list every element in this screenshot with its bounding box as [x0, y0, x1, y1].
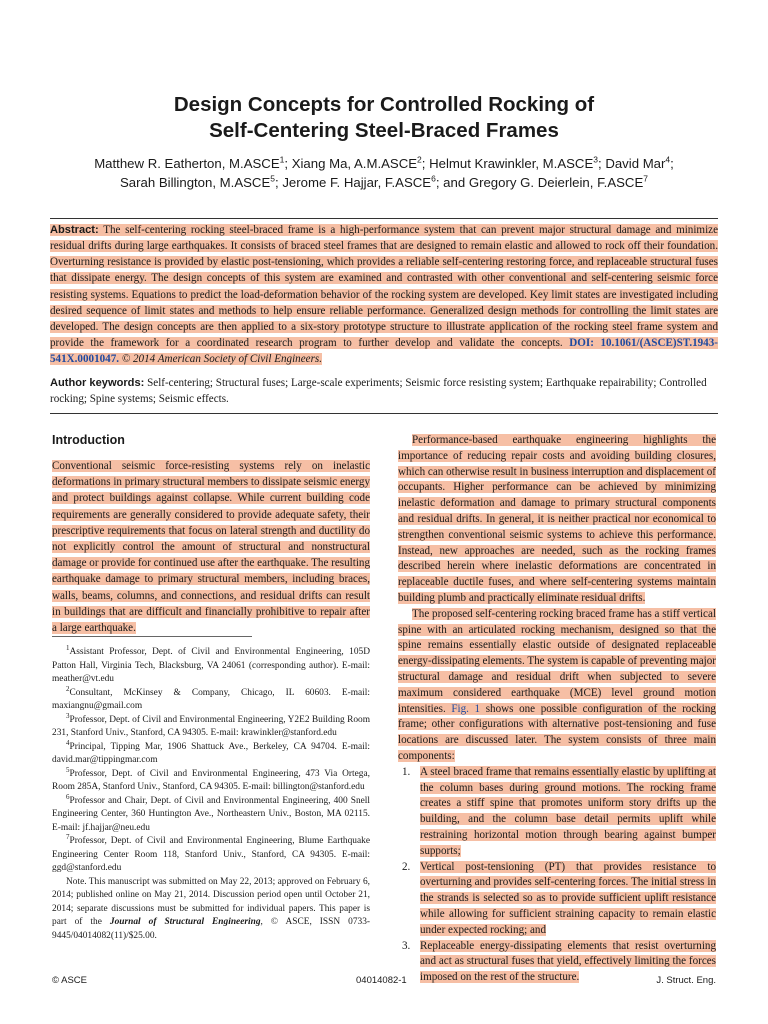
list-item: 1. A steel braced frame that remains essentially elastic by uplifting at the column bases during ground motions. The rocking frame creates a stiff spine that promotes uniform story drifts up the building, and the column base detail permits uplift while restraining horizontal motion through bearing against bumper supports; [402, 765, 716, 857]
doi-link[interactable]: 10.1061/(ASCE)ST.1943-541X.0001047. [50, 337, 718, 366]
author-keywords [50, 375, 718, 407]
footnote: $^6$Professor and Chair, Dept. of Civil and Environmental Engineering, 400 Snell Engineering Center, 360 Huntington Ave., Northeastern Univ., Boston, MA 02115. E-mail: jf.hajjar@neu.edu [52, 792, 370, 833]
list-item: 2. Vertical post-tensioning (PT) that provides resistance to overturning and provides self-centering forces. The initial stress in the strands is selected so as to provide sufficient uplift resistance while allowing for sufficient straining capacity to remain elastic under expected rocking; and [402, 860, 716, 936]
body-paragraph: Performance-based earthquake engineering highlights the importance of reducing repair costs and avoiding building closures, which can otherwise result in business interruption and displacement of occupants. Higher performance can be achieved by minimizing inelastic deformation and damage to primary structural components and residual drifts. In general, it is neither practical nor economical to strengthen conventional seismic systems to achieve this performance. Instead, new approaches are needed, such as the rocking frames described herein where inelastic deformations are concentrated in replaceable ductile fuses, and where self-centering systems maintain building plumb and practically eliminate residual drifts. [398, 434, 716, 604]
footnote: $^7$Professor, Dept. of Civil and Environmental Engineering, Blume Earthquake Engineering Center Room 118, Stanford Univ., Stanford, CA 94305. E-mail: ggd@stanford.edu [52, 832, 370, 873]
manuscript-note: Note. This manuscript was submitted on May 22, 2013; approved on February 6, 2014; published online on May 21, 2014. Discussion period open until October 21, 2014; separate discussions must be submitted for individual papers. This paper is part of the Journal of Structural Engineering, © ASCE, ISSN 0733-9445/04014082(11)/$25.00. [52, 876, 371, 941]
author: Sarah Billington, M.ASCE$^5$; [119, 173, 283, 190]
section-heading-introduction: Introduction [52, 433, 125, 447]
author: Gregory G. Deierlein, F.ASCE$^7$ [468, 173, 648, 190]
author-list [50, 155, 718, 192]
body-paragraph: The proposed self-centering rocking braced frame has a stiff vertical spine with an articulated rocking mechanism, designed so that the spine remains essentially elastic outside of designated replaceable energy-dissipating elements. The system is capable of preventing major structural damage and residual drift when subjected to severe maximum considered earthquake (MCE) level ground motion intensities. Fig. 1 shows one possible configuration of the rocking frame; other configurations with alternative post-tensioning and fuse locations are discussed later. The system consists of three main components: [398, 607, 716, 762]
doi-label: DOI: [569, 337, 594, 350]
footnote: $^3$Professor, Dept. of Civil and Environmental Engineering, Y2E2 Building Room 231, Stanford Univ., Stanford, CA 94305. E-mail: krawinkler@stanford.edu [52, 711, 370, 738]
footer-journal: J. Struct. Eng. [656, 975, 716, 986]
keywords-label: Author keywords: [50, 377, 145, 389]
component-list [398, 765, 716, 986]
footnote: $^1$Assistant Professor, Dept. of Civil and Environmental Engineering, 105D Patton Hall, Virginia Tech, Blacksburg, VA 24061 (corresponding author). E-mail: meather@vt.edu [52, 643, 370, 684]
author: Xiang Ma, A.M.ASCE$^2$; [291, 154, 430, 171]
footnotes [52, 643, 371, 943]
paper-title [50, 92, 718, 144]
figure-link[interactable]: Fig. 1 [451, 702, 481, 715]
footnote: $^2$Consultant, McKinsey & Company, Chicago, IL 60603. E-mail: maxiangnu@gmail.com [52, 684, 370, 711]
author: Helmut Krawinkler, M.ASCE$^3$; [429, 154, 606, 171]
author: Matthew R. Eatherton, M.ASCE$^1$; [94, 154, 292, 171]
keywords-text: Self-centering; Structural fuses; Large-scale experiments; Seismic force resisting system; Earthquake repairability; Controlled rocking; Spine systems; Seismic effects. [50, 377, 707, 405]
abstract-body: The self-centering rocking steel-braced frame is a high-performance system that can prevent major structural damage and minimize residual drifts during large earthquakes. It consists of braced steel frames that are designed to remain elastic and allowed to rock off their foundation. Overturning resistance is provided by elastic post-tensioning, which provides a reliable self-centering restoring force, and replaceable structural fuses that dissipate energy. The design concepts of this system are examined and contrasted with other conventional and self-centering seismic force resisting systems. Equations to predict the load-deformation behavior of the rocking system are developed. Key limit states are investigated including desired sequence of limit states and methods to help ensure reliable performance. Generalized design methods for controlling the limit states are developed. The design concepts are then applied to a six-story prototype structure to illustrate application of the rocking steel frame system and provide the framework for a coordinated research program to further develop and validate the concepts. [50, 224, 718, 350]
footer-article-number: 04014082-1 [356, 975, 407, 986]
right-column [398, 433, 716, 986]
abstract-top-rule [50, 218, 718, 219]
abstract-label: Abstract: [50, 224, 99, 236]
abstract-copyright: © 2014 American Society of Civil Engineers. [121, 353, 322, 366]
list-item: 3. Replaceable energy-dissipating elements that resist overturning and act as structural fuses that yield, effectively limiting the forces imposed on the rest of the structure. [402, 939, 716, 984]
footnote-rule [52, 636, 252, 637]
intro-paragraph: Conventional seismic force-resisting systems rely on inelastic deformations in primary structural members to dissipate seismic energy and protect buildings against collapse. While current building code requirements are generally considered to provide adequate safety, their prescriptive requirements that focus on lateral strength and ductility do not explicitly control the amount of structural and nonstructural damage or provide for continued use after the earthquake. The resulting earthquake damage to primary structural members, including braces, walls, beams, columns, and connections, and residual drifts can result in buildings that are difficult and financially prohibitive to repair after a large earthquake. [52, 460, 371, 635]
footnote: $^4$Principal, Tipping Mar, 1906 Shattuck Ave., Berkeley, CA 94704. E-mail: david.mar@tippingmar.com [52, 738, 370, 765]
title-line-2: Self-Centering Steel-Braced Frames [209, 119, 559, 142]
author: Jerome F. Hajjar, F.ASCE$^6$; and [282, 173, 469, 190]
abstract-bottom-rule [50, 413, 718, 414]
abstract [50, 222, 718, 367]
author: David Mar$^4$; [605, 154, 674, 171]
title-line-1: Design Concepts for Controlled Rocking of [173, 93, 595, 116]
footer-copyright: © ASCE [52, 975, 87, 986]
footnote: $^5$Professor, Dept. of Civil and Environmental Engineering, 473 Via Ortega, Room 285A, Stanford Univ., Stanford, CA 94305. E-mail: billington@stanford.edu [52, 765, 370, 792]
